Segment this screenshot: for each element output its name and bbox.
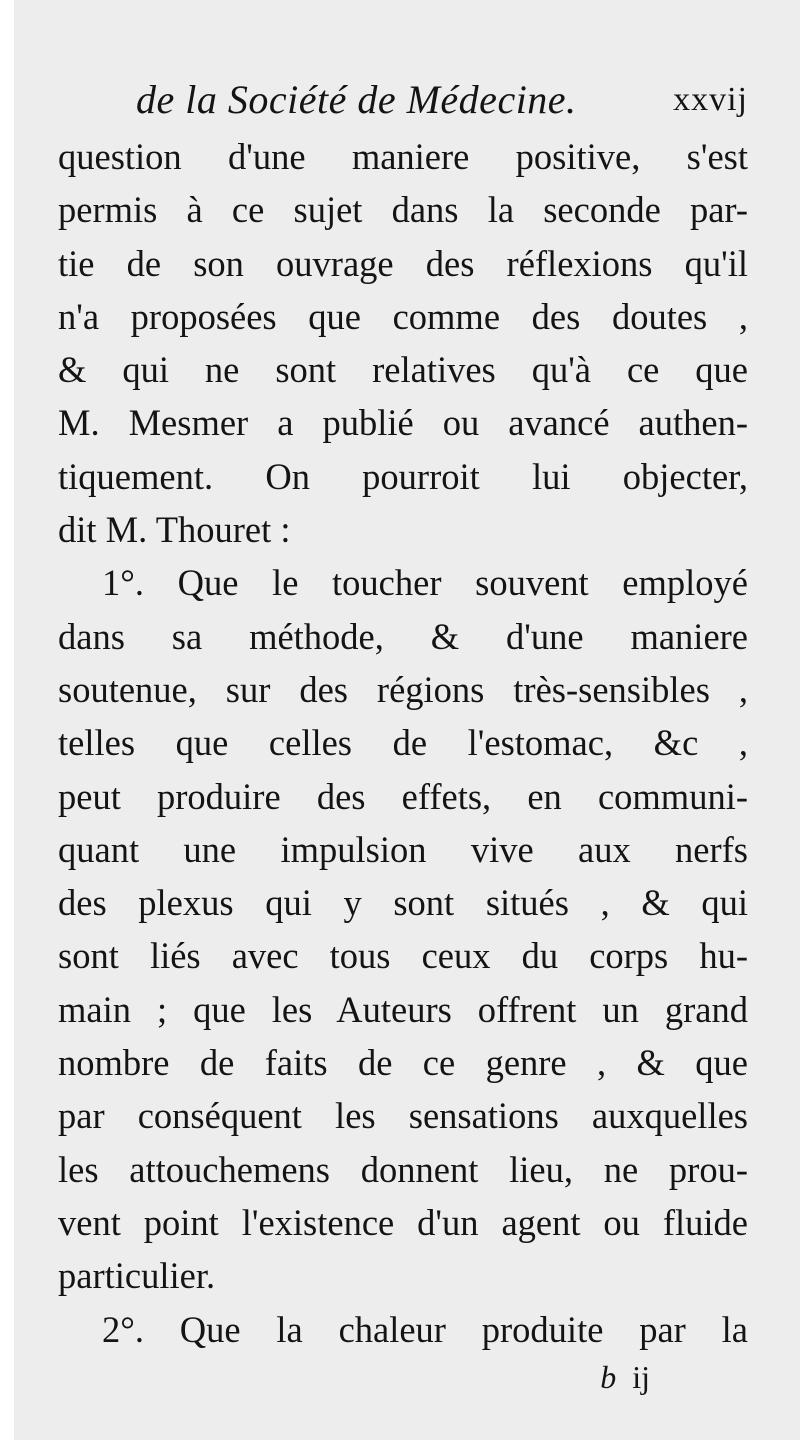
text-line: question d'une maniere positive, s'est [58, 136, 748, 177]
text-line: des plexus qui y sont situés , & qui [58, 882, 748, 924]
page-number: xxvij [673, 81, 748, 118]
text-line: les attouchemens donnent lieu, ne prou- [58, 1148, 748, 1190]
text-line: dans sa méthode, & d'une maniere [58, 615, 748, 657]
text-line: M. Mesmer a publié ou avancé authen- [58, 402, 748, 444]
running-title: de la Société de Médecine. [136, 77, 577, 122]
text-line: soutenue, sur des régions très-sensibles , [58, 668, 748, 710]
text-line: & qui ne sont relatives qu'à ce que [58, 349, 748, 391]
signature-number: ij [632, 1359, 650, 1395]
text-line: 2°. Que la chaleur produite par la [102, 1308, 748, 1350]
text-line: main ; que les Auteurs offrent un grand [58, 988, 748, 1030]
body-text [58, 130, 748, 1356]
text-line: n'a proposées que comme des doutes , [58, 295, 748, 337]
text-line: sont liés avec tous ceux du corps hu- [58, 935, 748, 977]
text-line: quant une impulsion vive aux nerfs [58, 828, 748, 870]
text-line: tiquement. On pourroit lui objecter, [58, 455, 748, 497]
text-line: tie de son ouvrage des réflexions qu'il [58, 242, 748, 284]
text-line: 1°. Que le toucher souvent employé [102, 562, 748, 604]
page-header [58, 70, 748, 130]
text-line: par conséquent les sensations auxquelles [58, 1095, 748, 1137]
page-edge [0, 0, 14, 1440]
signature-mark [600, 1352, 650, 1402]
text-line: dit M. Thouret : [58, 509, 291, 551]
text-line: nombre de faits de ce genre , & que [58, 1042, 748, 1084]
signature-letter: b [600, 1359, 617, 1395]
text-line: telles que celles de l'estomac, &c , [58, 722, 748, 764]
text-line: peut produire des effets, en communi- [58, 775, 748, 817]
text-line: permis à ce sujet dans la seconde par- [58, 189, 748, 231]
text-line: particulier. [58, 1255, 216, 1297]
text-line: vent point l'existence d'un agent ou fluide [58, 1201, 748, 1243]
